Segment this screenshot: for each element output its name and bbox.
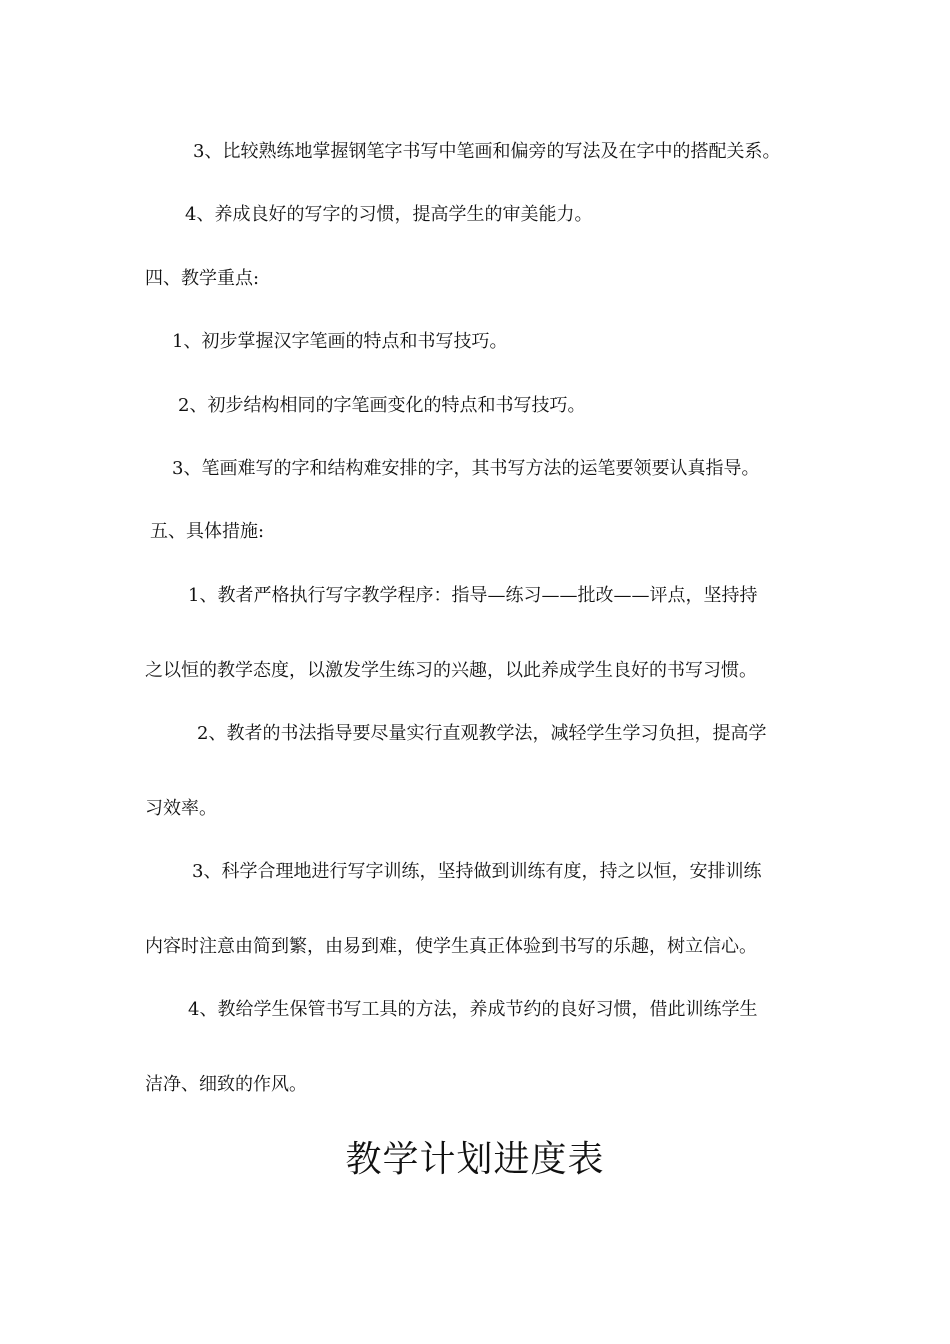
measure-item-3-line-1: 3、科学合理地进行写字训练，坚持做到训练有度，持之以恒，安排训练 [192, 861, 762, 882]
measure-item-4-line-2: 洁净、细致的作风。 [145, 1074, 307, 1095]
goal-item-3: 3、比较熟练地掌握钢笔字书写中笔画和偏旁的写法及在字中的搭配关系。 [193, 141, 781, 162]
schedule-title: 教学计划进度表 [345, 1139, 605, 1180]
measure-item-1-line-2: 之以恒的教学态度，以激发学生练习的兴趣，以此养成学生良好的书写习惯。 [145, 660, 757, 681]
measure-item-2-line-1: 2、教者的书法指导要尽量实行直观教学法，减轻学生学习负担，提高学 [197, 723, 767, 744]
measures-heading: 五、具体措施: [150, 521, 265, 542]
key-points-heading: 四、教学重点: [145, 268, 260, 289]
goal-item-4: 4、养成良好的写字的习惯，提高学生的审美能力。 [185, 204, 593, 225]
measure-item-1-line-1: 1、教者严格执行写字教学程序：指导—练习——批改——评点，坚持持 [188, 585, 758, 606]
measure-item-2-line-2: 习效率。 [145, 798, 217, 819]
measure-item-3-line-2: 内容时注意由简到繁，由易到难，使学生真正体验到书写的乐趣，树立信心。 [145, 936, 757, 957]
key-point-item-3: 3、笔画难写的字和结构难安排的字，其书写方法的运笔要领要认真指导。 [172, 458, 760, 479]
measure-item-4-line-1: 4、教给学生保管书写工具的方法，养成节约的良好习惯，借此训练学生 [188, 999, 758, 1020]
key-point-item-2: 2、初步结构相同的字笔画变化的特点和书写技巧。 [178, 395, 586, 416]
key-point-item-1: 1、初步掌握汉字笔画的特点和书写技巧。 [172, 331, 508, 352]
